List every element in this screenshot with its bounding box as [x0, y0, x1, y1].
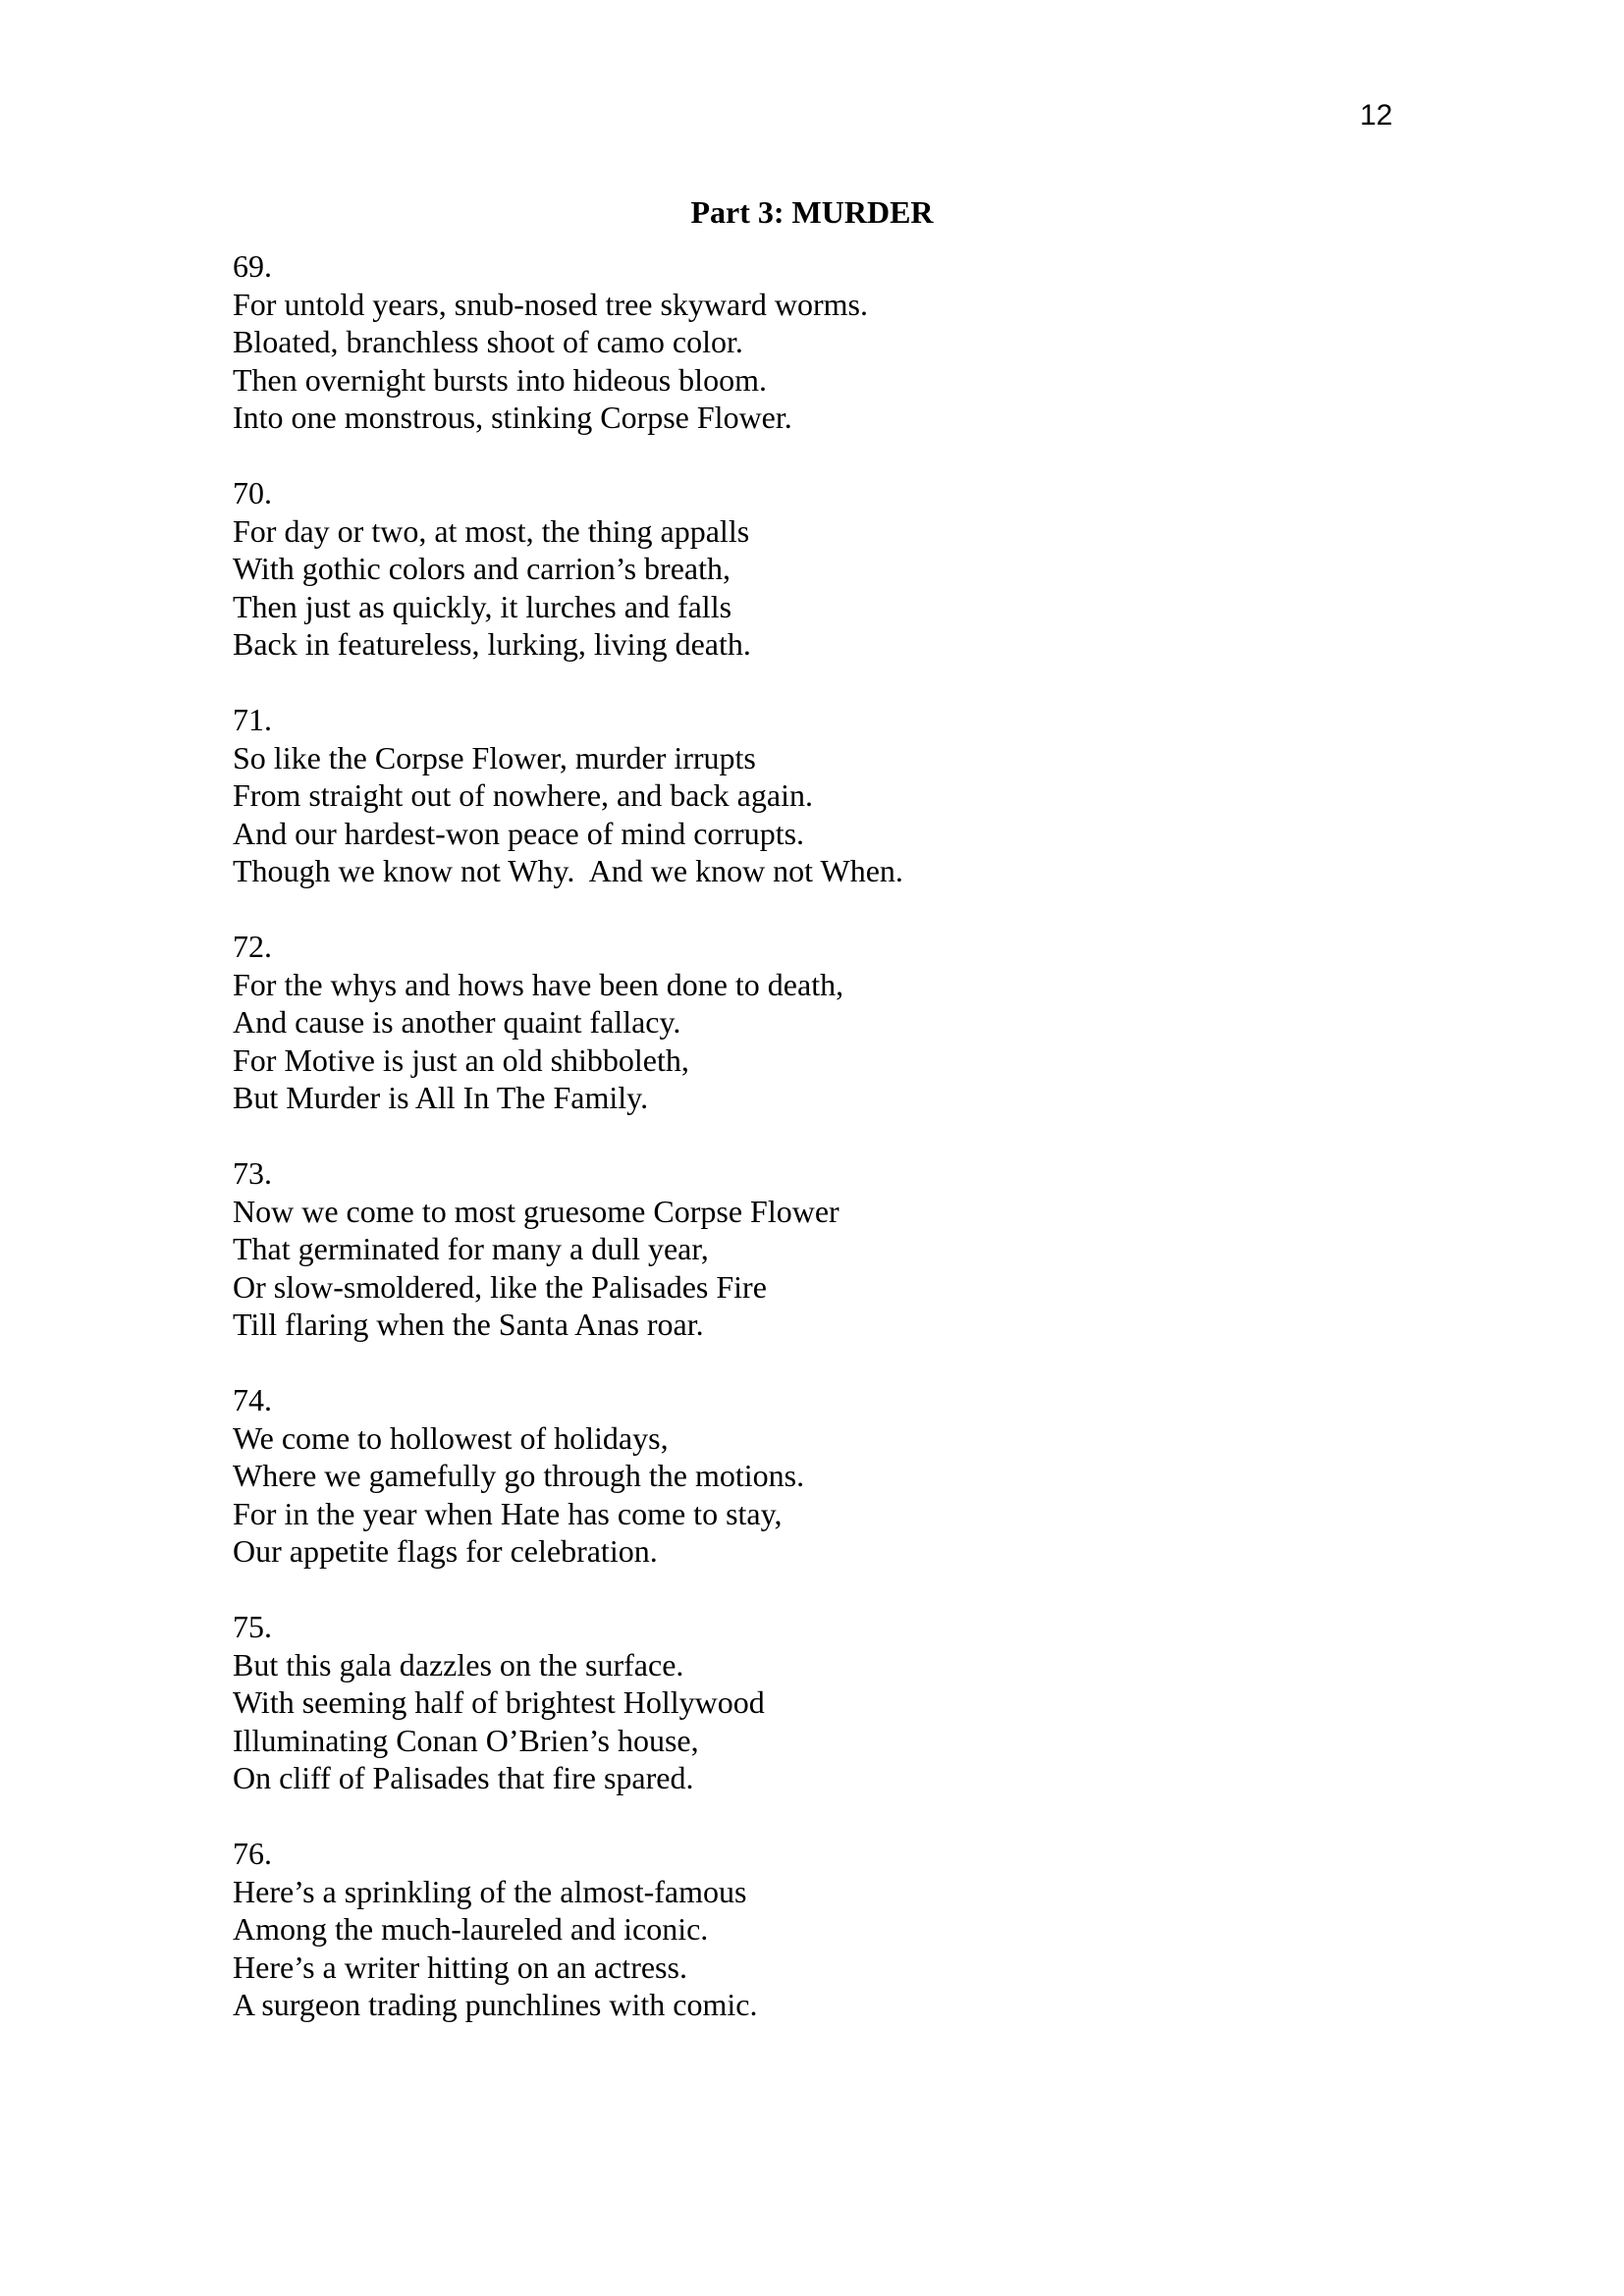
poem-line: With seeming half of brightest Hollywood: [233, 1684, 765, 1720]
poem-line: And our hardest-won peace of mind corrupts.: [233, 815, 805, 851]
stanza-75: [233, 1608, 1411, 1797]
poem-line: Back in featureless, lurking, living death.: [233, 626, 751, 662]
stanza-number: 71.: [233, 702, 272, 737]
stanza-number: 74.: [233, 1382, 272, 1417]
stanza-number: 75.: [233, 1609, 272, 1644]
stanza-76: [233, 1835, 1411, 2024]
poem-line: A surgeon trading punchlines with comic.: [233, 1987, 758, 2022]
poem-line: Then just as quickly, it lurches and falls: [233, 588, 732, 624]
poem-line: And cause is another quaint fallacy.: [233, 1004, 681, 1040]
poem-line: Where we gamefully go through the motions.: [233, 1458, 805, 1493]
stanza-number: 69.: [233, 248, 272, 284]
poem-line: But this gala dazzles on the surface.: [233, 1646, 684, 1682]
poem-line: For day or two, at most, the thing appalls: [233, 512, 750, 549]
poem-line: Our appetite flags for celebration.: [233, 1533, 658, 1569]
page-title: Part 3: MURDER: [690, 194, 934, 230]
poem-line: Bloated, branchless shoot of camo color.: [233, 324, 743, 359]
poem-line: Here’s a writer hitting on an actress.: [233, 1949, 687, 1985]
poem-line: Though we know not Why. And we know not When.: [233, 853, 903, 888]
poem-body: [233, 247, 1411, 2061]
poem-line: Illuminating Conan O’Brien’s house,: [233, 1722, 699, 1758]
poem-line: For the whys and hows have been done to death,: [233, 966, 844, 1002]
poem-line: That germinated for many a dull year,: [233, 1231, 709, 1266]
poem-line: On cliff of Palisades that fire spared.: [233, 1760, 694, 1795]
poem-line: Now we come to most gruesome Corpse Flower: [233, 1193, 839, 1229]
stanza-74: [233, 1381, 1411, 1571]
poem-line: Then overnight bursts into hideous bloom.: [233, 361, 767, 398]
poem-line: So like the Corpse Flower, murder irrupts: [233, 739, 756, 775]
poem-line: Till flaring when the Santa Anas roar.: [233, 1307, 704, 1342]
stanza-number: 73.: [233, 1155, 272, 1191]
stanza-70: [233, 474, 1411, 664]
poem-line: We come to hollowest of holidays,: [233, 1419, 669, 1456]
stanza-number: 72.: [233, 929, 272, 964]
stanza-72: [233, 928, 1411, 1117]
poem-line: Or slow-smoldered, like the Palisades Fire: [233, 1268, 767, 1305]
poem-line: With gothic colors and carrion’s breath,: [233, 551, 731, 586]
stanza-73: [233, 1154, 1411, 1344]
page-number: 12: [1360, 99, 1393, 132]
poem-line: For Motive is just an old shibboleth,: [233, 1041, 689, 1078]
poem-line: But Murder is All In The Family.: [233, 1080, 649, 1115]
poem-line: Into one monstrous, stinking Corpse Flower.: [233, 400, 792, 435]
stanza-number: 70.: [233, 475, 272, 510]
poem-line: Here’s a sprinkling of the almost-famous: [233, 1873, 747, 1909]
poem-line: Among the much-laureled and iconic.: [233, 1911, 709, 1947]
stanza-69: [233, 247, 1411, 437]
poem-line: For untold years, snub-nosed tree skyward worms.: [233, 286, 868, 322]
stanza-number: 76.: [233, 1836, 272, 1871]
poem-line: From straight out of nowhere, and back again.: [233, 777, 813, 813]
stanza-71: [233, 701, 1411, 890]
poem-line: For in the year when Hate has come to stay,: [233, 1495, 783, 1531]
